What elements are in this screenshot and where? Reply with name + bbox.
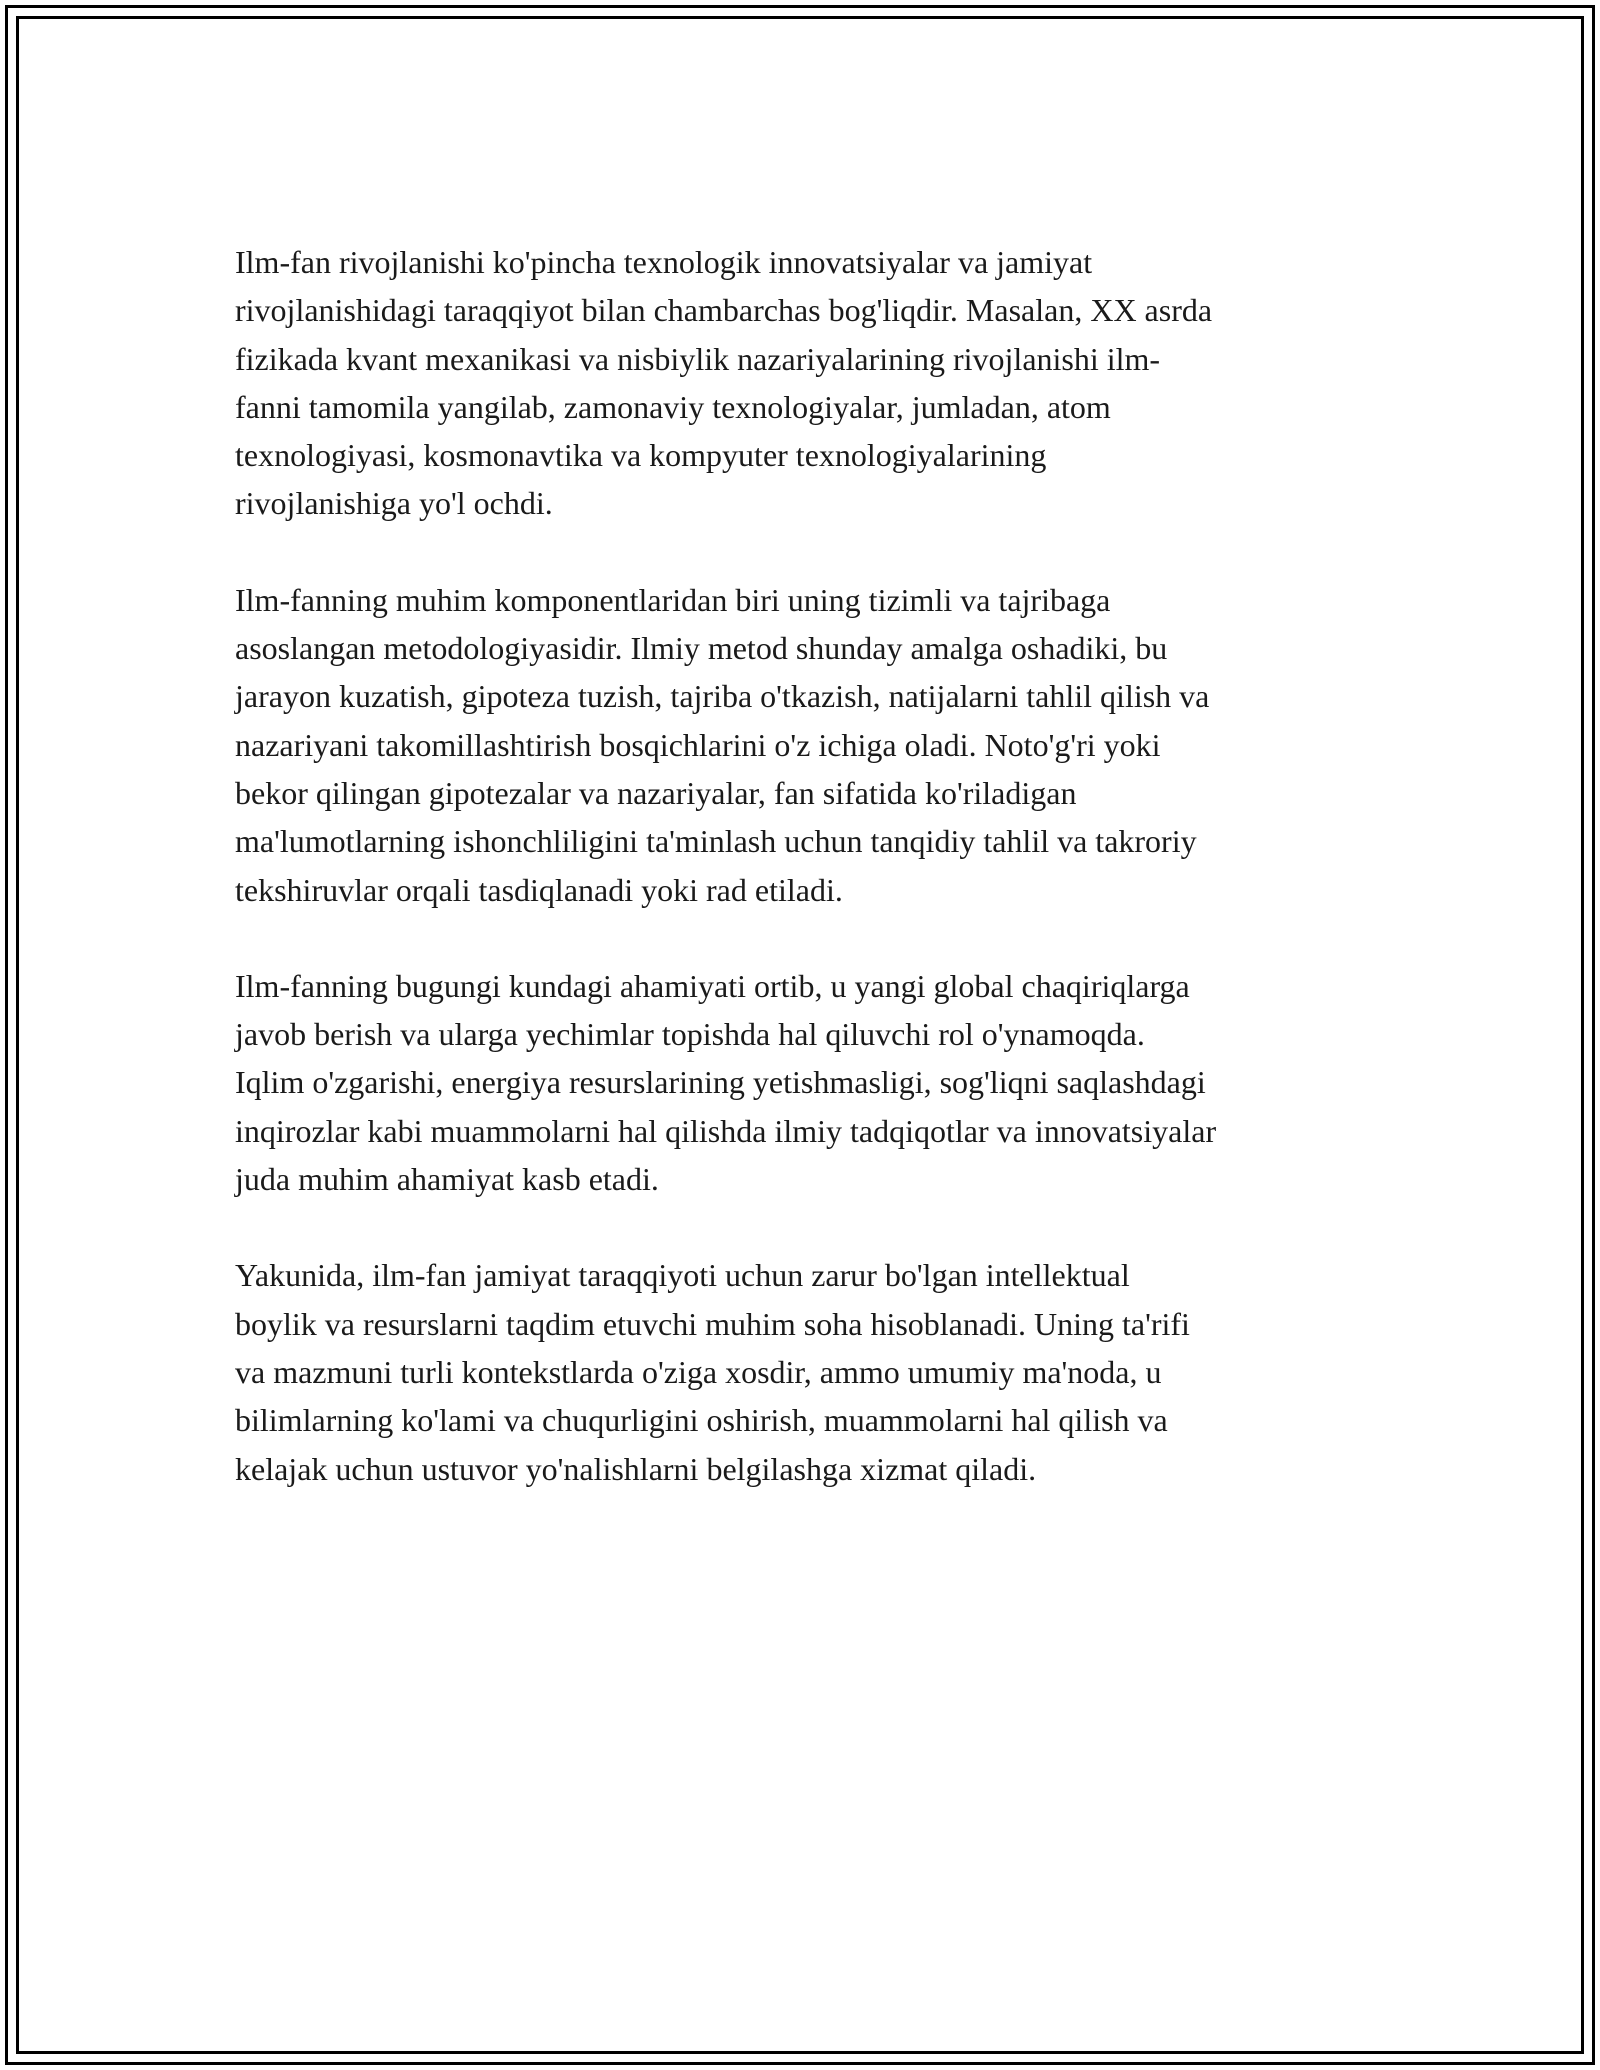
- document-body: [235, 238, 1370, 1541]
- paragraph-1: Ilm-fan rivojlanishi ko'pincha texnologik innovatsiyalar va jamiyat rivojlanishidagi taraqqiyot bilan chambarchas bog'liqdir. Masalan, XX asrda fizikada kvant mexanikasi va nisbiylik nazariyalarining rivojlanishi ilm- fanni tamomila yangilab, zamonaviy texnologiyalar, jumladan, atom texnologiyasi, kosmonavtika va kompyuter texnologiyalarining rivojlanishiga yo'l ochdi.: [235, 244, 1213, 522]
- paragraph-4: Yakunida, ilm-fan jamiyat taraqqiyoti uchun zarur bo'lgan intellektual boylik va resurslarni taqdim etuvchi muhim soha hisoblanadi. Uning ta'rifi va mazmuni turli kontekstlarda o'ziga xosdir, ammo umumiy ma'noda, u bilimlarning ko'lami va chuqurligini oshirish, muammolarni hal qilish va kelajak uchun ustuvor yo'nalishlarni belgilashga xizmat qiladi.: [235, 1257, 1190, 1487]
- paragraph-3: Ilm-fanning bugungi kundagi ahamiyati ortib, u yangi global chaqiriqlarga javob berish va ularga yechimlar topishda hal qiluvchi rol o'ynamoqda. Iqlim o'zgarishi, energiya resurslarining yetishmasligi, sog'liqni saqlashdagi inqirozlar kabi muammolarni hal qilishda ilmiy tadqiqotlar va innovatsiyalar juda muhim ahamiyat kasb etadi.: [235, 967, 1217, 1198]
- paragraph-2: Ilm-fanning muhim komponentlaridan biri uning tizimli va tajribaga asoslangan metodologiyasidir. Ilmiy metod shunday amalga oshadiki, bu jarayon kuzatish, gipoteza tuzish, tajriba o'tkazish, natijalarni tahlil qilish va nazariyani takomillashtirish bosqichlarini o'z ichiga oladi. Noto'g'ri yoki bekor qilingan gipotezalar va nazariyalar, fan sifatida ko'riladigan ma'lumotlarning ishonchliligini ta'minlash uchun tanqidiy tahlil va takroriy tekshiruvlar orqali tasdiqlanadi yoki rad etiladi.: [235, 581, 1210, 908]
